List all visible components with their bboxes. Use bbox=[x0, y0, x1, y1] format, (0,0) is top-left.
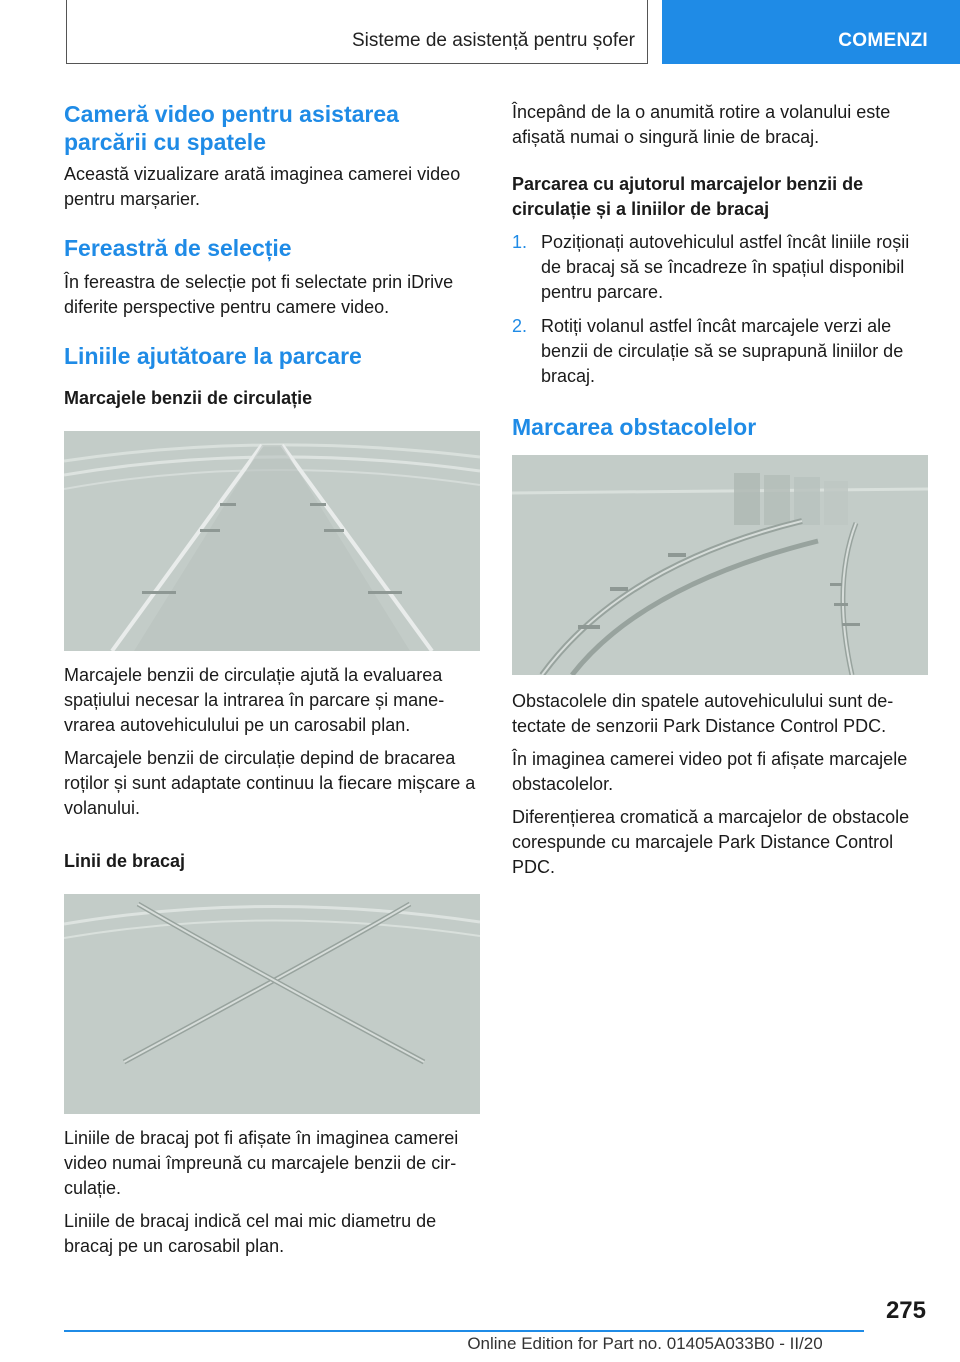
obstacle-tick bbox=[578, 625, 600, 629]
step-number: 1. bbox=[512, 232, 528, 252]
heading-lane-markings: Marcajele benzii de circulație bbox=[64, 388, 313, 408]
text-obstacles-1: Obstacolele din spatele autovehiculului sunt detectate de senzorii Park Distance Control PDC. bbox=[512, 691, 894, 736]
text-turning-2: Liniile de bracaj indică cel mai mic diametru de bracaj pe un carosabil plan. bbox=[64, 1211, 437, 1256]
lane-tick bbox=[324, 529, 344, 532]
step-text: Poziționați autovehiculul astfel încât liniile roșii de bracaj să se încadreze în spațiul disponibil pentru parcare. bbox=[541, 232, 910, 302]
page-number: 275 bbox=[885, 1297, 926, 1324]
list-item bbox=[512, 230, 928, 305]
heading-turning-lines: Linii de bracaj bbox=[64, 851, 186, 871]
text-obstacles-3: Diferențierea cromatică a marcajelor de obstacole corespunde cu marcajele Park Distance Control PDC. bbox=[512, 807, 910, 877]
text-selection-window: În fereastra de selecție pot fi selectate prin iDrive diferite perspective pentru camere video. bbox=[64, 272, 454, 317]
footer-divider bbox=[64, 1330, 864, 1332]
obstacle-block bbox=[764, 475, 790, 525]
obstacle-tick bbox=[842, 623, 860, 626]
heading-selection-window: Fereastră de selecție bbox=[64, 235, 292, 261]
header-section-box bbox=[66, 0, 648, 64]
lane-tick bbox=[220, 503, 236, 506]
obstacle-tick bbox=[830, 583, 842, 586]
footer-edition bbox=[0, 1334, 960, 1354]
text-turning-1: Liniile de bracaj pot fi afișate în imaginea camerei video numai împreună cu marcajele benzii de circulație. bbox=[64, 1128, 459, 1198]
footer-edition-text: Online Edition for Part no. 01405A033B0 - II/20 bbox=[467, 1334, 823, 1353]
step-text: Rotiți volanul astfel încât marcajele verzi ale benzii de circulație să se suprapună liniilor de bracaj. bbox=[541, 316, 904, 386]
obstacle-tick bbox=[668, 553, 686, 557]
obstacle-marking-image bbox=[512, 455, 928, 675]
text-single-line: Începând de la o anumită rotire a volanului este afișată numai o singură linie de bracaj. bbox=[512, 102, 891, 147]
heading-obstacle-marking: Marcarea obstacolelor bbox=[512, 414, 757, 440]
text-camera: Această vizualizare arată imaginea camerei video pentru marșarier. bbox=[64, 164, 461, 209]
header-tab-comenzi[interactable] bbox=[662, 0, 960, 64]
lane-tick bbox=[368, 591, 402, 594]
text-obstacles-2: În imaginea camerei video pot fi afișate marcajele obstacolelor. bbox=[512, 749, 908, 794]
obstacle-block bbox=[824, 481, 848, 525]
lane-tick bbox=[142, 591, 176, 594]
obstacle-block bbox=[794, 477, 820, 525]
lane-tick bbox=[310, 503, 326, 506]
text-lane-1: Marcajele benzii de circulație ajută la evaluarea spațiului necesar la intrarea în parcare și manevrarea autovehiculului pe un carosabil plan. bbox=[64, 665, 445, 735]
step-number: 2. bbox=[512, 316, 528, 336]
header-section-title: Sisteme de asistență pentru șofer bbox=[351, 30, 635, 51]
obstacle-tick bbox=[610, 587, 628, 591]
obstacle-block bbox=[734, 473, 760, 525]
heading-parking-lines: Liniile ajutătoare la parcare bbox=[64, 343, 362, 369]
obstacle-tick bbox=[834, 603, 848, 606]
header-tab-label: COMENZI bbox=[838, 30, 928, 51]
list-item bbox=[512, 314, 928, 389]
heading-parking-with-markings: Parcarea cu ajutorul marcajelor benzii de circulație și a liniilor de bracaj bbox=[512, 174, 864, 219]
heading-camera: Cameră video pentru asistarea parcării cu spatele bbox=[64, 101, 399, 155]
text-lane-2: Marcajele benzii de circulație depind de bracarea roților și sunt adaptate continuu la fiecare mișcare a volanului. bbox=[64, 748, 476, 818]
left-column bbox=[64, 100, 480, 1267]
turning-lines-image bbox=[64, 894, 480, 1114]
lane-tick bbox=[200, 529, 220, 532]
parking-steps-list bbox=[512, 230, 928, 389]
lane-markings-image bbox=[64, 431, 480, 651]
right-column bbox=[512, 100, 928, 888]
